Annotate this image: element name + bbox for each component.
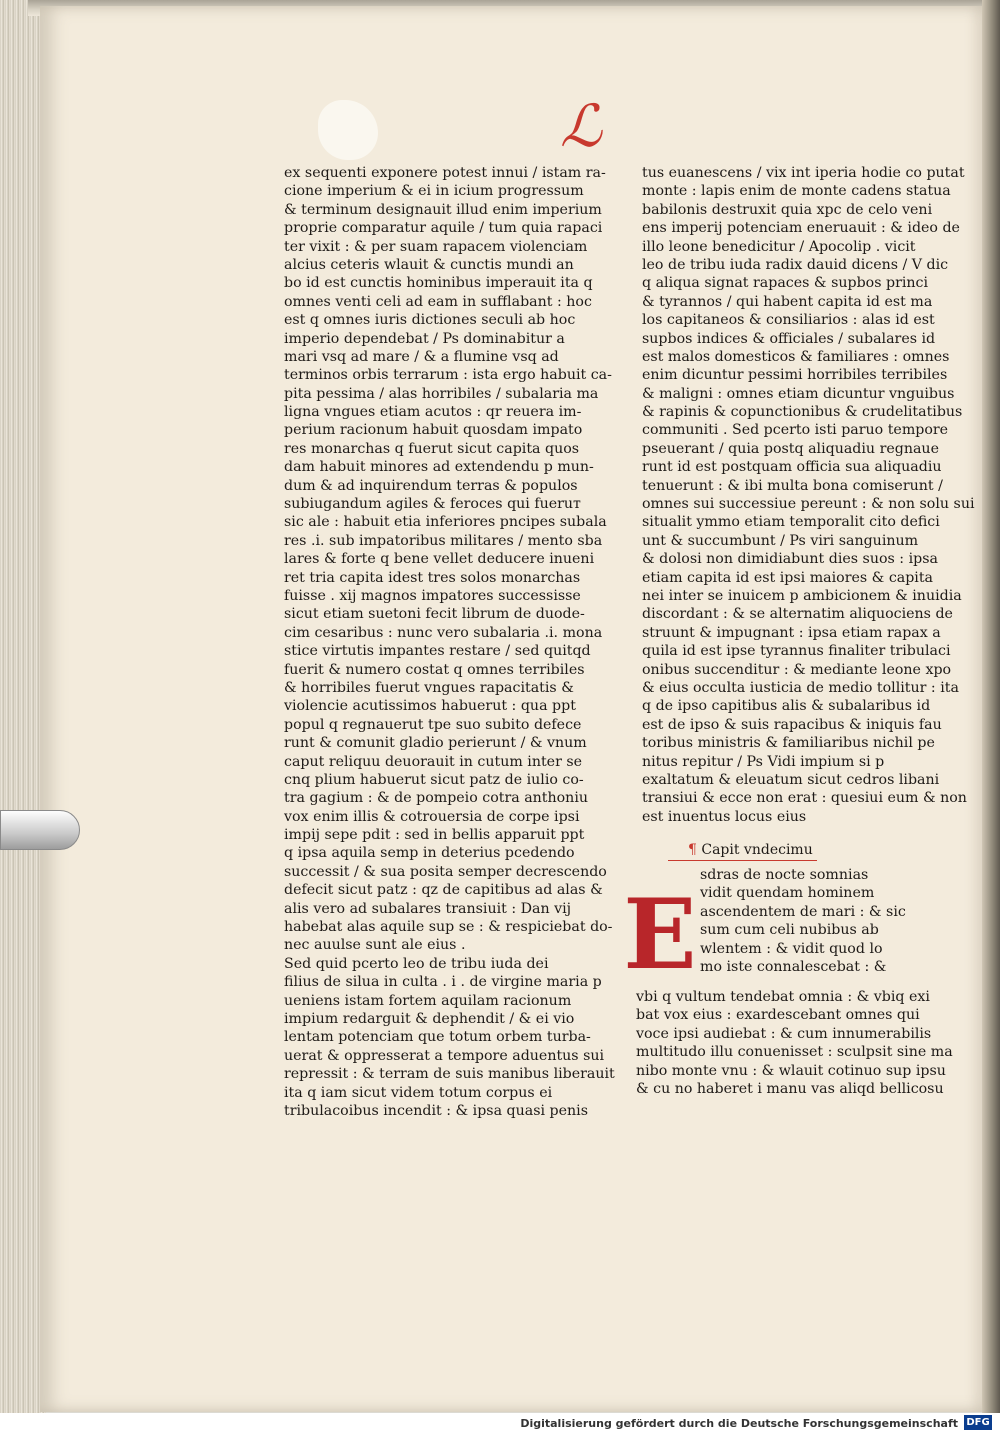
text-line: imperio dependebat / Ps dominabitur a (284, 330, 565, 347)
text-line: runt & comunit gladio perierunt / & vnum (284, 735, 587, 752)
text-line: q ipsa aquila semp in deterius pcedendo (284, 845, 575, 862)
text-line: onibus succenditur : & mediante leone xpo (642, 661, 952, 678)
text-line: Sed quid pcerto leo de tribu iuda dei (284, 955, 549, 972)
funding-credit: Digitalisierung gefördert durch die Deutsche Forschungsgemeinschaft (520, 1417, 958, 1430)
text-line: caput reliquu deuorauit in cutum inter se (284, 753, 583, 770)
text-line: fuisse . xij magnos impatores successisse (284, 587, 581, 604)
text-line: vbi q vultum tendebat omnia : & vbiq exi (636, 989, 930, 1005)
text-line: successit / & sua posita semper decrescendo (284, 863, 607, 880)
chapter-continuation (636, 988, 953, 1098)
text-line: alcius ceteris wlauit & cunctis mundi an (284, 256, 574, 273)
text-line: proprie comparatur aquile / tum quia rapaci (284, 220, 603, 237)
text-line: bo id est cunctis hominibus imperauit ita q (284, 275, 593, 292)
text-line: nibo monte vnu : & wlauit cotinuo sup ipsu (636, 1062, 946, 1079)
text-line: struunt & impugnant : ipsa etiam rapax a (642, 624, 941, 641)
text-line: & maligni : omnes etiam dicuntur vnguibus (642, 385, 955, 402)
text-line: runt id est postquam officia sua aliquadiu (642, 459, 942, 476)
text-line: cione imperium & ei in icium progressum (284, 183, 584, 200)
dfg-logo: DFG (964, 1415, 992, 1430)
text-line: vox enim illis & cotrouersia de corpe ipsi (284, 808, 580, 825)
text-line: uerat & oppresserat a tempore aduentus sui (284, 1047, 605, 1064)
text-line: habebat alas aquile sup se : & respiciebat do- (284, 919, 613, 936)
text-line: est inuentus locus eius (642, 808, 807, 825)
text-line: ascendentem de mari : & sic (700, 903, 906, 920)
text-line: filius de silua in culta . i . de virgine maria p (284, 974, 602, 991)
text-line: & eius occulta iusticia de medio tollitur : ita (642, 679, 959, 696)
chapter-heading-text: Capit vndecimu (701, 842, 813, 858)
text-line: & terminum designauit illud enim imperium (284, 201, 602, 218)
text-line: etiam capita id est ipsi maiores & capita (642, 569, 933, 586)
text-line: leo de tribu iuda radix dauid dicens / V dic (642, 256, 949, 273)
text-line: illo leone benedicitur / Apocolip . vicit (642, 238, 916, 255)
left-text-column (284, 164, 615, 1120)
text-line: q aliqua signat rapaces & supbos princi (642, 275, 929, 292)
text-line: & horribiles fuerut vngues rapacitatis & (284, 679, 574, 696)
text-line: ita q iam sicut videm totum corpus ei (284, 1084, 553, 1101)
text-line: subiugandum agiles & feroces qui fueruт (284, 496, 581, 513)
text-line: voce ipsi audiebat : & cum innumerabilis (636, 1025, 932, 1042)
text-line: cnq plium habuerut sicut patz de iulio co- (284, 771, 584, 788)
text-line: ueniens istam fortem aquilam racionum (284, 992, 572, 1009)
text-line: fuerit & numero costat q omnes terribiles (284, 661, 585, 678)
text-line: vidit quendam hominem (700, 885, 875, 902)
text-line: omnes sui successiue pereunt : & non solu sui (642, 496, 975, 513)
text-line: popul q regnauerut tpe suo subito defece (284, 716, 582, 733)
text-line: violencie acutissimos habuerut : qua ppt (284, 698, 576, 715)
text-line: ex sequenti exponere potest innui / istam ra- (284, 165, 606, 181)
text-line: enim dicuntur pessimi horribiles terribiles (642, 367, 948, 384)
text-line: sum cum celi nubibus ab (700, 922, 879, 939)
text-line: tus euanescens / vix int iperia hodie co putat (642, 165, 965, 181)
text-line: toribus ministris & familiaribus nichil pe (642, 735, 935, 752)
text-line: est malos domesticos & familiares : omnes (642, 348, 950, 365)
text-line: tra gagium : & de pompeio cotra anthoniu (284, 790, 588, 807)
text-line: pita pessima / alas horribiles / subalaria ma (284, 385, 599, 402)
right-text-column (642, 164, 975, 826)
text-line: exaltatum & eleuatum sicut cedros libani (642, 771, 940, 788)
text-line: discordant : & se alternatim aliquociens de (642, 606, 953, 623)
text-line: tribulacoibus incendit : & ipsa quasi penis (284, 1102, 588, 1119)
text-line: pseuerant / quia postq aliquadiu regnaue (642, 440, 939, 457)
text-line: res monarchas q fuerut sicut capita quos (284, 440, 580, 457)
book-gutter (982, 0, 1000, 1413)
text-line: omnes venti celi ad eam in sufflabant : hoc (284, 293, 592, 310)
text-line: & rapinis & copunctionibus & crudelitatibus (642, 404, 963, 421)
text-line: mo iste connalescebat : & (700, 958, 887, 975)
text-line: est q omnes iuris dictiones seculi ab hoc (284, 312, 576, 329)
text-line: monte : lapis enim de monte cadens statua (642, 183, 951, 200)
text-line: nitus repitur / Ps Vidi impium si p (642, 753, 885, 770)
page-clip (0, 810, 80, 850)
text-line: transiui & ecce non erat : quesiui eum & non (642, 790, 967, 807)
text-line: impium redarguit & dephendit / & ei vio (284, 1010, 575, 1027)
pilcrow-icon: ¶ (688, 842, 702, 858)
text-line: & dolosi non dimidiabunt dies suos : ipsa (642, 551, 938, 568)
text-line: communiti . Sed pcerto isti paruo tempore (642, 422, 949, 439)
text-line: alis vero ad subalares transiuit : Dan vij (284, 900, 572, 917)
text-line: ligna vngues etiam acutos : qr reuera im- (284, 404, 582, 421)
text-line: dam habuit minores ad extendendu p mun- (284, 459, 594, 476)
text-line: nei inter se inuicem p ambicionem & inuidia (642, 587, 962, 604)
text-line: mari vsq ad mare / & a flumine vsq ad (284, 348, 559, 365)
text-line: & cu no haberet i manu vas aliqd bellicosu (636, 1080, 944, 1097)
folio-mark: ℒ (560, 92, 602, 160)
text-line: los capitaneos & consiliarios : alas id est (642, 312, 935, 329)
text-line: terminos orbis terrarum : ista ergo habuit ca- (284, 367, 612, 384)
text-line: supbos indices & officiales / subalares id (642, 330, 936, 347)
text-line: q de ipso capitibus alis & subalaribus id (642, 698, 931, 715)
text-line: quila id est ipse tyrannus finaliter tribulaci (642, 643, 951, 660)
text-line: lares & forte q bene vellet deducere inueni (284, 551, 595, 568)
text-line: lentam potenciam que totum orbem turba- (284, 1029, 591, 1046)
chapter-heading (668, 842, 817, 861)
text-line: est de ipso & suis rapacibus & iniquis fau (642, 716, 942, 733)
text-line: & tyrannos / qui habent capita id est ma (642, 293, 933, 310)
chapter-opening-lines (700, 866, 930, 976)
text-line: sic ale : habuit etia inferiores pncipes subala (284, 514, 607, 531)
text-line: ter vixit : & per suam rapacem violenciam (284, 238, 588, 255)
text-line: impij sepe pdit : sed in bellis apparuit ppt (284, 827, 585, 844)
text-line: tenuerunt : & ibi multa bona comiserunt / (642, 477, 943, 494)
text-line: dum & ad inquirendum terras & populos (284, 477, 578, 494)
text-line: sdras de nocte somnias (700, 867, 869, 883)
text-line: bat vox eius : exardescebant omnes qui (636, 1007, 920, 1024)
text-line: ret tria capita idest tres solos monarchas (284, 569, 581, 586)
text-line: nec auulse sunt ale eius . (284, 937, 466, 954)
text-line: ens imperij potenciam eneruauit : & ideo de (642, 220, 960, 237)
text-line: repressit : & terram de suis manibus liberauit (284, 1066, 615, 1083)
text-line: babilonis destruxit quia xpc de celo veni (642, 201, 933, 218)
text-line: stice virtutis impantes restare / sed quitqd (284, 643, 591, 660)
decorated-initial: E (623, 878, 697, 991)
text-line: defecit sicut patz : qz de capitibus ad alas & (284, 882, 603, 899)
text-line: perium racionum habuit quosdam impato (284, 422, 583, 439)
footer-bar (0, 1413, 1000, 1434)
text-line: situalit ymmo etiam temporalit cito defici (642, 514, 940, 531)
text-line: wlentem : & vidit quod lo (700, 940, 883, 957)
text-line: res .i. sub impatoribus militares / mento sba (284, 532, 603, 549)
text-line: unt & succumbunt / Ps viri sanguinum (642, 532, 919, 549)
text-line: multitudo illu conuenisset : sculpsit sine ma (636, 1044, 953, 1061)
text-line: cim cesaribus : nunc vero subalaria .i. mona (284, 624, 603, 641)
text-line: sicut etiam suetoni fecit librum de duode- (284, 606, 585, 623)
